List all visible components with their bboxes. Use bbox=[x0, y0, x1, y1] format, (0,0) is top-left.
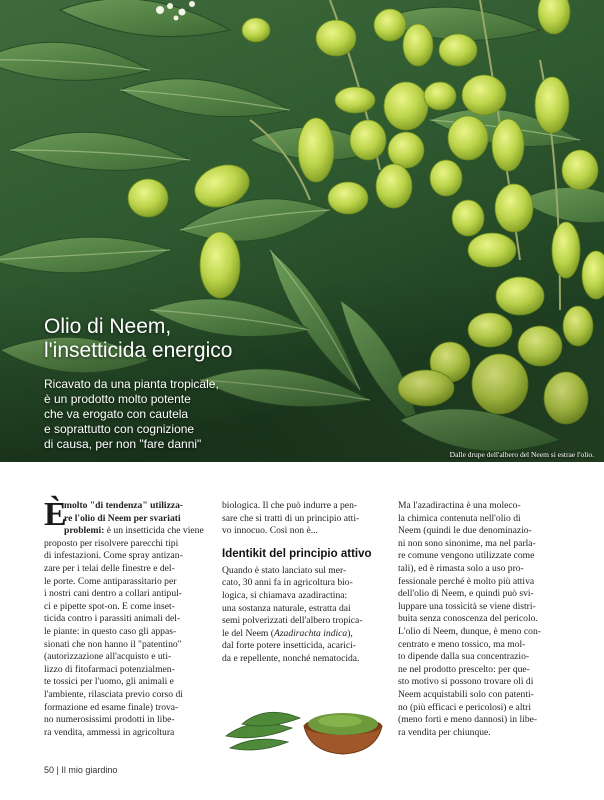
column-3 bbox=[398, 500, 562, 739]
text-line: re comune vengono utilizzate come bbox=[398, 550, 535, 562]
text-line: no numerosissimi prodotti in libe- bbox=[44, 714, 175, 726]
column-2 bbox=[222, 500, 378, 666]
text-line: Neem (quindi le due denominazio- bbox=[398, 525, 532, 537]
text-line: le del Neem (Azadirachta indica), bbox=[222, 627, 353, 639]
text-line: i nostri cani dentro a collari antipul- bbox=[44, 588, 182, 600]
article-lead bbox=[44, 377, 294, 452]
text-line: formazione ed esame finale) trova- bbox=[44, 701, 179, 713]
text-line: tali), ed è rimasta solo a uso pro- bbox=[398, 562, 524, 574]
text-line: sare che si tratti di un principio atti- bbox=[222, 512, 360, 524]
page-number: 50 bbox=[44, 765, 55, 775]
text-line: ra vendita, ammessi in agricoltura bbox=[44, 726, 175, 738]
page-footer bbox=[44, 765, 117, 775]
text-line: ne nel prodotto prescelto: per que- bbox=[398, 663, 530, 675]
title-line: l'insetticida energico bbox=[44, 339, 233, 362]
text-line: la chimica contenuta nell'olio di bbox=[398, 512, 521, 524]
text-line: vo innocuo. Così non è... bbox=[222, 525, 318, 537]
neem-powder-bowl-image bbox=[222, 690, 390, 756]
text-line: no (più efficaci e pericolosi) e altri bbox=[398, 701, 532, 713]
text-line: (autorizzazione all'acquisto e uti- bbox=[44, 651, 172, 663]
lead-line: è un prodotto molto potente bbox=[44, 392, 191, 406]
text-line: semi polverizzati dell'albero tropica- bbox=[222, 615, 363, 627]
text-line: le porte. Come antiparassitario per bbox=[44, 575, 177, 587]
text-line: buita senza conoscenza del pericolo. bbox=[398, 613, 538, 625]
text-line: to dipende dalla sua concentrazio- bbox=[398, 651, 530, 663]
text-line: ticida contro i parassiti animali del- bbox=[44, 613, 181, 625]
section-heading: Identikit del principio attivo bbox=[222, 547, 372, 560]
text-line: ni non sono sinonime, ma nel parla- bbox=[398, 537, 536, 549]
title-line: Olio di Neem, bbox=[44, 315, 172, 338]
column-1 bbox=[44, 496, 204, 739]
text-line: lizzo di fitofarmaci potenzialmen- bbox=[44, 663, 175, 675]
text-line: centrato e meno tossico, ma mol- bbox=[398, 638, 526, 650]
text-line: cato, 30 anni fa in agricoltura bio- bbox=[222, 577, 353, 589]
text-line: Neem acquistabili solo con patenti- bbox=[398, 688, 534, 700]
article-title bbox=[44, 315, 344, 363]
text-line: le piante: in questo caso gli appas- bbox=[44, 625, 177, 637]
text-line: (meno forti e meno dannosi) in libe- bbox=[398, 714, 538, 726]
text-line: da e repellente, nonché nematocida. bbox=[222, 652, 360, 664]
text-line: proposto per risolvere parecchi tipi bbox=[44, 537, 179, 549]
text-line: ra vendita per chiunque. bbox=[398, 726, 491, 738]
text-line: ci e pipette spot-on. E come inset- bbox=[44, 600, 175, 612]
text-line: re l'olio di Neem per svariati bbox=[64, 512, 181, 524]
text-line: sto motivo si possono trovare oli di bbox=[398, 676, 534, 688]
text-line: fessionale perché è molto più attiva bbox=[398, 575, 535, 587]
text-line: biologica. Il che può indurre a pen- bbox=[222, 500, 358, 511]
text-line: di infestazioni. Come spray antizan- bbox=[44, 550, 183, 562]
lead-line: e soprattutto con cognizione bbox=[44, 422, 195, 436]
drop-cap: È bbox=[44, 496, 67, 533]
magazine-name: Il mio giardino bbox=[61, 765, 118, 775]
text-line: dell'olio di Neem, e quindi può svi- bbox=[398, 588, 534, 600]
photo-caption: Dalle drupe dell'albero del Neem si estrae l'olio. bbox=[449, 450, 594, 459]
text-line: logica, si chiamava azadiractina: bbox=[222, 589, 348, 601]
text-line: te tossici per l'uomo, gli animali e bbox=[44, 676, 174, 688]
text-line: una sostanza naturale, estratta dai bbox=[222, 602, 351, 614]
lead-line: Ricavato da una pianta tropicale, bbox=[44, 377, 219, 391]
footer-separator: | bbox=[56, 765, 62, 775]
text-line: Quando è stato lanciato sul mer- bbox=[222, 564, 347, 576]
text-line: l'ambiente, rilasciata previo corso di bbox=[44, 688, 183, 700]
text-line: molto "di tendenza" utilizza- bbox=[64, 500, 184, 511]
text-line: Ma l'azadiractina è una moleco- bbox=[398, 500, 521, 511]
text-line: luppare una tossicità se viene distri- bbox=[398, 600, 536, 612]
text-line: sionati che non hanno il "patentino" bbox=[44, 638, 182, 650]
scientific-name: Azadirachta indica bbox=[273, 627, 348, 639]
lead-line: di causa, per non "fare danni" bbox=[44, 437, 202, 451]
text-line: problemi: è un insetticida che viene bbox=[64, 525, 204, 537]
text-line: dal forte potere insetticida, acarici- bbox=[222, 640, 356, 652]
text-line: zare per i telai delle finestre e del- bbox=[44, 562, 175, 574]
text-line: L'olio di Neem, dunque, è meno con- bbox=[398, 625, 541, 637]
lead-line: che va erogato con cautela bbox=[44, 407, 189, 421]
